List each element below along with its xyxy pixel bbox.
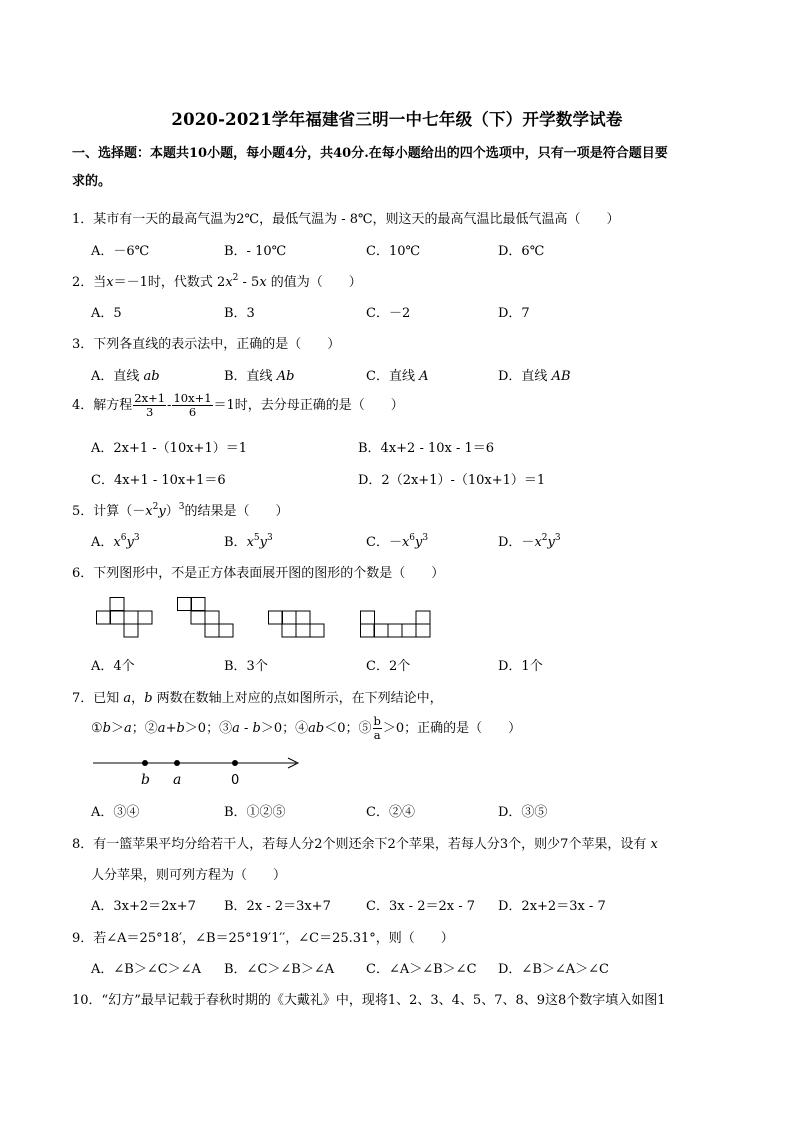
q8-option-c[interactable]: C．3x - 2＝2x - 7 bbox=[366, 899, 476, 914]
q5-option-b[interactable]: B．$x^5y^3$ bbox=[224, 533, 273, 550]
q6-figure-c bbox=[268, 597, 326, 639]
q3-option-c[interactable]: C．直线 A bbox=[366, 369, 429, 384]
q6-option-c[interactable]: C．2个 bbox=[366, 659, 411, 674]
q3-option-b[interactable]: B．直线 Ab bbox=[224, 369, 295, 384]
q3-option-d[interactable]: D．直线 AB bbox=[498, 369, 571, 384]
fraction-b-over-a: $\frac{b}{a}$ bbox=[373, 714, 381, 742]
question-6-stem: 6．下列图形中，不是正方体表面展开图的图形的个数是（ ） bbox=[72, 566, 445, 581]
label-zero: 0 bbox=[231, 773, 240, 788]
label-b: b bbox=[141, 772, 150, 788]
point-zero bbox=[232, 760, 238, 766]
fraction-1: $\frac{2x+1}{3}$ bbox=[134, 391, 166, 419]
q7-option-c[interactable]: C．②④ bbox=[366, 805, 415, 820]
question-10-stem: 10．“幻方”最早记载于春秋时期的《大戴礼》中，现将1、2、3、4、5、7、8、9这8个数字填入如图1 bbox=[72, 993, 666, 1008]
fraction-2: $\frac{10x+1}{6}$ bbox=[173, 391, 212, 419]
label-a: a bbox=[173, 772, 182, 788]
q1-option-a[interactable]: A．－6℃ bbox=[91, 244, 150, 259]
q7-option-a[interactable]: A．③④ bbox=[91, 805, 140, 820]
q3-option-a[interactable]: A．直线 ab bbox=[91, 369, 160, 384]
q9-option-a[interactable]: A．∠B＞∠C＞∠A bbox=[91, 962, 201, 977]
q9-option-d[interactable]: D．∠B＞∠A＞∠C bbox=[498, 962, 609, 977]
q1-option-c[interactable]: C．10℃ bbox=[366, 244, 421, 259]
number-line bbox=[93, 753, 303, 789]
q4-option-b[interactable]: B．4x+2 - 10x - 1＝6 bbox=[358, 441, 495, 456]
q5-option-c[interactable]: C．$-x^6y^3$ bbox=[366, 533, 429, 550]
question-9-stem: 9．若∠A＝25°18′，∠B＝25°19′1′′，∠C＝25.31°，则（ ） bbox=[72, 931, 454, 946]
question-2-stem: 2．当x＝－1时，代数式 $2x^2 - 5x$ 的值为（ ） bbox=[72, 273, 362, 290]
question-7-stem: 7．已知 a，b 两数在数轴上对应的点如图所示，在下列结论中， bbox=[72, 691, 443, 706]
q8-option-d[interactable]: D．2x+2＝3x - 7 bbox=[498, 899, 606, 914]
point-b bbox=[142, 760, 148, 766]
q2-option-a[interactable]: A．5 bbox=[91, 306, 122, 321]
q5-option-a[interactable]: A．$x^6y^3$ bbox=[91, 533, 140, 550]
q2-option-b[interactable]: B．3 bbox=[224, 306, 255, 321]
question-5-stem: 5．计算$(-x^2y)^3$的结果是（ ） bbox=[72, 502, 289, 519]
question-1-stem: 1．某市有一天的最高气温为2℃，最低气温为 - 8℃，则这天的最高气温比最低气温高（ ） bbox=[72, 212, 620, 227]
q6-figure-b bbox=[177, 597, 235, 639]
q2-option-d[interactable]: D．7 bbox=[498, 306, 530, 321]
q9-option-c[interactable]: C．∠A＞∠B＞∠C bbox=[366, 962, 477, 977]
q7-option-b[interactable]: B．①②⑤ bbox=[224, 805, 286, 820]
question-8-stem-line2: 人分苹果，则可列方程为（ ） bbox=[91, 868, 287, 883]
page-title: 2020-2021学年福建省三明一中七年级（下）开学数学试卷 bbox=[171, 110, 623, 129]
q6-figure-d bbox=[360, 597, 432, 639]
question-7-conclusions: ①b＞a；②a+b＞0；③a - b＞0；④ab＜0；⑤ $\frac{b}{a}$ ＞0；正确的是（ ） bbox=[91, 714, 522, 742]
question-4-stem: 4．解方程 $\frac{2x+1}{3}$ - $\frac{10x+1}{6}$ ＝1时，去分母正确的是（ ） bbox=[72, 391, 404, 419]
q1-option-b[interactable]: B．- 10℃ bbox=[224, 244, 287, 259]
section-heading bbox=[72, 140, 732, 196]
q2-option-c[interactable]: C．－2 bbox=[366, 306, 411, 321]
q6-option-d[interactable]: D．1个 bbox=[498, 659, 543, 674]
q1-option-d[interactable]: D．6℃ bbox=[498, 244, 545, 259]
q6-option-a[interactable]: A．4个 bbox=[91, 659, 135, 674]
question-3-stem: 3．下列各直线的表示法中，正确的是（ ） bbox=[72, 337, 341, 352]
question-8-stem-line1: 8．有一篮苹果平均分给若干人，若每人分2个则还余下2个苹果，若每人分3个，则少7个苹果，设有 x bbox=[72, 837, 658, 852]
q4-option-c[interactable]: C．4x+1 - 10x+1＝6 bbox=[91, 473, 226, 488]
q8-option-b[interactable]: B．2x - 2＝3x+7 bbox=[224, 899, 331, 914]
q6-option-b[interactable]: B．3个 bbox=[224, 659, 268, 674]
q8-option-a[interactable]: A．3x+2＝2x+7 bbox=[91, 899, 196, 914]
q4-option-d[interactable]: D．2（2x+1）-（10x+1）＝1 bbox=[358, 473, 546, 488]
point-a bbox=[174, 760, 180, 766]
section-heading-line1: 一、选择题：本题共10小题，每小题4分，共40分.在每小题给出的四个选项中，只有一项是符合题目要 bbox=[72, 146, 668, 161]
q4-option-a[interactable]: A．2x+1 -（10x+1）＝1 bbox=[91, 441, 247, 456]
q7-option-d[interactable]: D．③⑤ bbox=[498, 805, 548, 820]
q5-option-d[interactable]: D．$-x^2y^3$ bbox=[498, 533, 561, 550]
q9-option-b[interactable]: B．∠C＞∠B＞∠A bbox=[224, 962, 335, 977]
section-heading-line2: 求的。 bbox=[72, 174, 112, 189]
q6-figure-a bbox=[96, 597, 154, 639]
